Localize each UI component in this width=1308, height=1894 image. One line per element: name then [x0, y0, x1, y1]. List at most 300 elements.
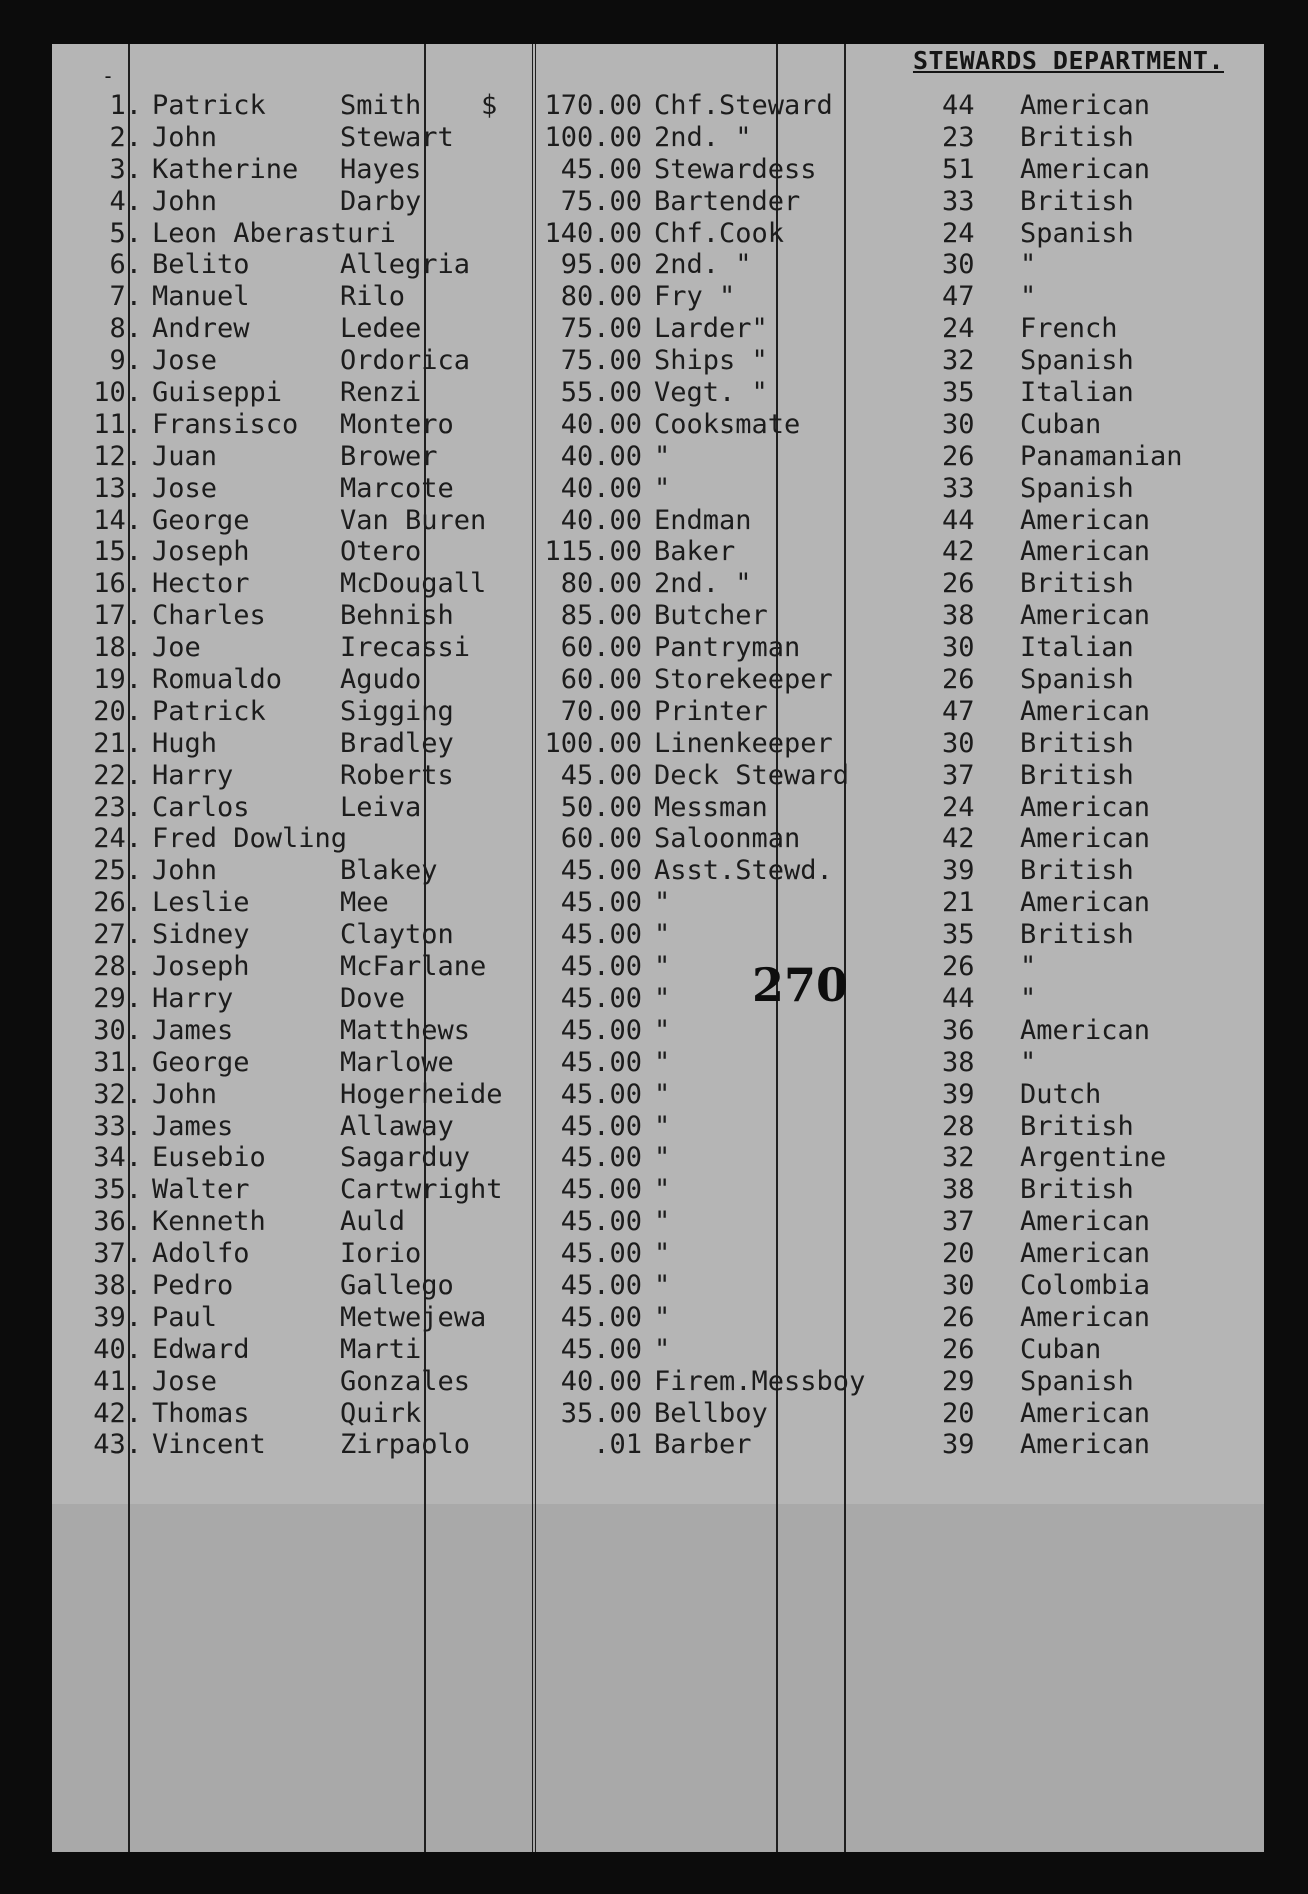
age: 38	[942, 1174, 975, 1206]
nationality: British	[1020, 759, 1134, 791]
monthly-wage: 80.00	[560, 281, 642, 313]
table-row	[52, 1366, 1264, 1398]
age: 38	[942, 600, 975, 632]
table-row	[52, 1334, 1264, 1366]
crew-number: 30.	[93, 1014, 142, 1046]
rating: "	[654, 1333, 671, 1365]
last-name: Rilo	[340, 281, 406, 313]
first-name: Adolfo	[152, 1238, 250, 1270]
monthly-wage: 45.00	[560, 1078, 642, 1110]
table-row	[52, 1015, 1264, 1047]
first-name: Juan	[152, 440, 218, 472]
first-name: Sidney	[152, 919, 250, 951]
monthly-wage: 60.00	[560, 632, 642, 664]
last-name: McDougall	[340, 568, 487, 600]
age: 32	[942, 1142, 975, 1174]
monthly-wage: 115.00	[544, 536, 642, 568]
nationality: Italian	[1020, 377, 1134, 409]
nationality: "	[1020, 1046, 1037, 1078]
age: 38	[942, 1046, 975, 1078]
rating: Stewardess	[654, 153, 817, 185]
rating: Larder"	[654, 313, 768, 345]
age: 39	[942, 1078, 975, 1110]
age: 47	[942, 281, 975, 313]
last-name: Auld	[340, 1206, 406, 1238]
rating: 2nd. "	[654, 249, 752, 281]
nationality: British	[1020, 1174, 1134, 1206]
last-name: Stewart	[340, 121, 454, 153]
last-name: Metwejewa	[340, 1301, 487, 1333]
first-name: Leon Aberasturi	[152, 217, 396, 249]
first-name: George	[152, 1046, 250, 1078]
crew-number: 43.	[93, 1429, 142, 1461]
age: 33	[942, 185, 975, 217]
rating: "	[654, 440, 671, 472]
table-row	[52, 90, 1264, 122]
last-name: Marti	[340, 1333, 422, 1365]
age: 26	[942, 440, 975, 472]
rating: "	[654, 1238, 671, 1270]
nationality: British	[1020, 1110, 1134, 1142]
crew-number: 24.	[93, 823, 142, 855]
first-name: Thomas	[152, 1397, 250, 1429]
rating: "	[654, 1046, 671, 1078]
crew-number: 21.	[93, 727, 142, 759]
monthly-wage: 45.00	[560, 1206, 642, 1238]
monthly-wage: 40.00	[560, 408, 642, 440]
first-name: Fransisco	[152, 408, 299, 440]
age: 26	[942, 568, 975, 600]
monthly-wage: 95.00	[560, 249, 642, 281]
monthly-wage: 100.00	[544, 727, 642, 759]
nationality: British	[1020, 121, 1134, 153]
first-name: Pedro	[152, 1269, 234, 1301]
stamp-number: 270	[752, 958, 849, 1012]
first-name: John	[152, 121, 218, 153]
rating: "	[654, 1269, 671, 1301]
monthly-wage: 70.00	[560, 695, 642, 727]
rating: Linenkeeper	[654, 727, 833, 759]
nationality: American	[1020, 1397, 1151, 1429]
department-title: STEWARDS DEPARTMENT.	[912, 46, 1224, 75]
rating: "	[654, 919, 671, 951]
age: 30	[942, 408, 975, 440]
crew-table	[52, 90, 1264, 1461]
nationality: British	[1020, 568, 1134, 600]
nationality: French	[1020, 313, 1118, 345]
monthly-wage: 45.00	[560, 1014, 642, 1046]
nationality: Argentine	[1020, 1142, 1167, 1174]
crew-number: 2.	[109, 121, 142, 153]
last-name: Iorio	[340, 1238, 422, 1270]
last-name: Leiva	[340, 791, 422, 823]
monthly-wage: 85.00	[560, 600, 642, 632]
first-name: Joseph	[152, 536, 250, 568]
nationality: Cuban	[1020, 1333, 1102, 1365]
age: 47	[942, 695, 975, 727]
rating: "	[654, 1174, 671, 1206]
nationality: "	[1020, 951, 1037, 983]
table-row	[52, 887, 1264, 919]
first-name: Vincent	[152, 1429, 266, 1461]
first-name: Romualdo	[152, 664, 283, 696]
crew-number: 33.	[93, 1110, 142, 1142]
monthly-wage: 40.00	[560, 440, 642, 472]
nationality: British	[1020, 855, 1134, 887]
first-name: Edward	[152, 1333, 250, 1365]
table-row	[52, 568, 1264, 600]
last-name: Smith	[340, 90, 422, 121]
age: 37	[942, 1206, 975, 1238]
age: 21	[942, 887, 975, 919]
rating: Vegt. "	[654, 377, 768, 409]
table-row	[52, 855, 1264, 887]
last-name: Zirpaolo	[340, 1429, 471, 1461]
crew-number: 17.	[93, 600, 142, 632]
monthly-wage: 45.00	[560, 759, 642, 791]
monthly-wage: 60.00	[560, 823, 642, 855]
age: 24	[942, 313, 975, 345]
nationality: "	[1020, 281, 1037, 313]
first-name: John	[152, 855, 218, 887]
crew-number: 15.	[93, 536, 142, 568]
nationality: American	[1020, 823, 1151, 855]
crew-number: 28.	[93, 951, 142, 983]
first-name: Joe	[152, 632, 201, 664]
last-name: Cartwright	[340, 1174, 503, 1206]
last-name: Hogerheide	[340, 1078, 503, 1110]
crew-number: 20.	[93, 695, 142, 727]
first-name: Harry	[152, 759, 234, 791]
age: 39	[942, 1429, 975, 1461]
first-name: George	[152, 504, 250, 536]
age: 26	[942, 1333, 975, 1365]
rating: Ships "	[654, 345, 768, 377]
crew-number: 12.	[93, 440, 142, 472]
table-row	[52, 823, 1264, 855]
table-row	[52, 951, 1264, 983]
table-row	[52, 345, 1264, 377]
table-row	[52, 441, 1264, 473]
crew-number: 29.	[93, 982, 142, 1014]
crew-number: 14.	[93, 504, 142, 536]
rating: Chf.Steward	[654, 90, 833, 121]
crew-number: 36.	[93, 1206, 142, 1238]
nationality: American	[1020, 1206, 1151, 1238]
age: 32	[942, 345, 975, 377]
crew-number: 7.	[109, 281, 142, 313]
table-row	[52, 664, 1264, 696]
table-row	[52, 505, 1264, 537]
crew-list-sheet	[52, 44, 1264, 1852]
table-row	[52, 536, 1264, 568]
age: 26	[942, 664, 975, 696]
monthly-wage: 170.00	[544, 90, 642, 121]
last-name: Allegria	[340, 249, 471, 281]
age: 26	[942, 1301, 975, 1333]
monthly-wage: 100.00	[544, 121, 642, 153]
last-name: Agudo	[340, 664, 422, 696]
age: 23	[942, 121, 975, 153]
monthly-wage: 45.00	[560, 1333, 642, 1365]
nationality: Spanish	[1020, 1365, 1134, 1397]
first-name: Jose	[152, 345, 218, 377]
table-row	[52, 1238, 1264, 1270]
nationality: Colombia	[1020, 1269, 1151, 1301]
nationality: British	[1020, 185, 1134, 217]
last-name: Quirk	[340, 1397, 422, 1429]
first-name: Joseph	[152, 951, 250, 983]
crew-number: 13.	[93, 472, 142, 504]
last-name: Allaway	[340, 1110, 454, 1142]
rating: Pantryman	[654, 632, 801, 664]
nationality: American	[1020, 1429, 1151, 1461]
rating: Bartender	[654, 185, 801, 217]
first-name: Harry	[152, 982, 234, 1014]
rating: "	[654, 951, 671, 983]
rating: "	[654, 1301, 671, 1333]
table-row	[52, 186, 1264, 218]
crew-number: 38.	[93, 1269, 142, 1301]
rating: Barber	[654, 1429, 752, 1461]
last-name: Renzi	[340, 377, 422, 409]
crew-number: 4.	[109, 185, 142, 217]
monthly-wage: 45.00	[560, 887, 642, 919]
crew-number: 9.	[109, 345, 142, 377]
rating: Fry "	[654, 281, 736, 313]
first-name: Patrick	[152, 90, 266, 121]
age: 37	[942, 759, 975, 791]
age: 30	[942, 727, 975, 759]
nationality: American	[1020, 887, 1151, 919]
first-name: Fred Dowling	[152, 823, 348, 855]
last-name: Matthews	[340, 1014, 471, 1046]
age: 29	[942, 1365, 975, 1397]
first-name: John	[152, 185, 218, 217]
monthly-wage: 45.00	[560, 1142, 642, 1174]
monthly-wage: 75.00	[560, 345, 642, 377]
monthly-wage: .01	[593, 1429, 642, 1461]
last-name: Dove	[340, 982, 406, 1014]
age: 30	[942, 632, 975, 664]
last-name: Blakey	[340, 855, 438, 887]
monthly-wage: 45.00	[560, 919, 642, 951]
first-name: Jose	[152, 472, 218, 504]
last-name: Clayton	[340, 919, 454, 951]
monthly-wage: 75.00	[560, 313, 642, 345]
crew-number: 32.	[93, 1078, 142, 1110]
age: 30	[942, 1269, 975, 1301]
age: 51	[942, 153, 975, 185]
rating: "	[654, 1014, 671, 1046]
first-name: Paul	[152, 1301, 218, 1333]
age: 24	[942, 217, 975, 249]
table-row	[52, 728, 1264, 760]
age: 33	[942, 472, 975, 504]
last-name: Roberts	[340, 759, 454, 791]
last-name: Sagarduy	[340, 1142, 471, 1174]
rating: "	[654, 1078, 671, 1110]
age: 44	[942, 90, 975, 121]
monthly-wage: 55.00	[560, 377, 642, 409]
crew-number: 39.	[93, 1301, 142, 1333]
monthly-wage: 45.00	[560, 1046, 642, 1078]
nationality: Dutch	[1020, 1078, 1102, 1110]
nationality: Spanish	[1020, 664, 1134, 696]
last-name: Darby	[340, 185, 422, 217]
last-name: Marcote	[340, 472, 454, 504]
crew-number: 27.	[93, 919, 142, 951]
nationality: American	[1020, 791, 1151, 823]
last-name: Irecassi	[340, 632, 471, 664]
table-row	[52, 218, 1264, 250]
currency-symbol: $	[481, 90, 498, 121]
monthly-wage: 45.00	[560, 153, 642, 185]
first-name: Hugh	[152, 727, 218, 759]
table-row	[52, 1047, 1264, 1079]
nationality: Spanish	[1020, 217, 1134, 249]
age: 36	[942, 1014, 975, 1046]
age: 30	[942, 249, 975, 281]
table-row	[52, 377, 1264, 409]
nationality: "	[1020, 982, 1037, 1014]
monthly-wage: 60.00	[560, 664, 642, 696]
nationality: American	[1020, 153, 1151, 185]
age: 26	[942, 951, 975, 983]
rating: Printer	[654, 695, 768, 727]
table-row	[52, 1429, 1264, 1461]
age: 42	[942, 823, 975, 855]
crew-number: 10.	[93, 377, 142, 409]
table-row	[52, 249, 1264, 281]
crew-number: 6.	[109, 249, 142, 281]
table-row	[52, 1079, 1264, 1111]
rating: "	[654, 1110, 671, 1142]
age: 20	[942, 1397, 975, 1429]
first-name: Walter	[152, 1174, 250, 1206]
nationality: Italian	[1020, 632, 1134, 664]
table-row	[52, 760, 1264, 792]
nationality: American	[1020, 1301, 1151, 1333]
table-row	[52, 473, 1264, 505]
nationality: American	[1020, 536, 1151, 568]
last-name: Otero	[340, 536, 422, 568]
nationality: American	[1020, 600, 1151, 632]
last-name: McFarlane	[340, 951, 487, 983]
last-name: Mee	[340, 887, 389, 919]
monthly-wage: 80.00	[560, 568, 642, 600]
table-row	[52, 919, 1264, 951]
rating: Butcher	[654, 600, 768, 632]
nationality: Panamanian	[1020, 440, 1183, 472]
age: 24	[942, 791, 975, 823]
monthly-wage: 40.00	[560, 472, 642, 504]
nationality: British	[1020, 727, 1134, 759]
rating: "	[654, 1206, 671, 1238]
crew-number: 41.	[93, 1365, 142, 1397]
table-row	[52, 696, 1264, 728]
last-name: Van Buren	[340, 504, 487, 536]
table-row	[52, 313, 1264, 345]
rating: 2nd. "	[654, 568, 752, 600]
table-row	[52, 792, 1264, 824]
monthly-wage: 35.00	[560, 1397, 642, 1429]
crew-number: 23.	[93, 791, 142, 823]
nationality: American	[1020, 90, 1151, 121]
first-name: Manuel	[152, 281, 250, 313]
monthly-wage: 45.00	[560, 1110, 642, 1142]
crew-number: 31.	[93, 1046, 142, 1078]
first-name: Hector	[152, 568, 250, 600]
monthly-wage: 40.00	[560, 1365, 642, 1397]
age: 28	[942, 1110, 975, 1142]
first-name: Eusebio	[152, 1142, 266, 1174]
monthly-wage: 75.00	[560, 185, 642, 217]
last-name: Gallego	[340, 1269, 454, 1301]
rating: "	[654, 982, 671, 1014]
last-name: Brower	[340, 440, 438, 472]
crew-number: 19.	[93, 664, 142, 696]
table-row	[52, 409, 1264, 441]
table-row	[52, 600, 1264, 632]
crew-number: 5.	[109, 217, 142, 249]
crew-number: 18.	[93, 632, 142, 664]
nationality: Cuban	[1020, 408, 1102, 440]
nationality: Spanish	[1020, 472, 1134, 504]
nationality: Spanish	[1020, 345, 1134, 377]
nationality: British	[1020, 919, 1134, 951]
crew-number: 40.	[93, 1333, 142, 1365]
age: 44	[942, 504, 975, 536]
table-row	[52, 154, 1264, 186]
first-name: James	[152, 1110, 234, 1142]
age: 44	[942, 982, 975, 1014]
table-row	[52, 983, 1264, 1015]
rating: 2nd. "	[654, 121, 752, 153]
last-name: Montero	[340, 408, 454, 440]
crew-number: 37.	[93, 1238, 142, 1270]
nationality: American	[1020, 695, 1151, 727]
age: 35	[942, 919, 975, 951]
crew-number: 11.	[93, 408, 142, 440]
crew-number: 34.	[93, 1142, 142, 1174]
first-name: Belito	[152, 249, 250, 281]
last-name: Ordorica	[340, 345, 471, 377]
rating: "	[654, 472, 671, 504]
age: 35	[942, 377, 975, 409]
monthly-wage: 45.00	[560, 951, 642, 983]
rating: Storekeeper	[654, 664, 833, 696]
first-name: John	[152, 1078, 218, 1110]
monthly-wage: 45.00	[560, 1174, 642, 1206]
last-name: Bradley	[340, 727, 454, 759]
monthly-wage: 45.00	[560, 1301, 642, 1333]
last-name: Gonzales	[340, 1365, 471, 1397]
rating: Chf.Cook	[654, 217, 785, 249]
table-row	[52, 281, 1264, 313]
last-name: Hayes	[340, 153, 422, 185]
crew-number: 22.	[93, 759, 142, 791]
first-name: Katherine	[152, 153, 299, 185]
table-row	[52, 1142, 1264, 1174]
table-row	[52, 632, 1264, 664]
rating: Firem.Messboy	[654, 1365, 866, 1397]
monthly-wage: 40.00	[560, 504, 642, 536]
age: 39	[942, 855, 975, 887]
rating: Asst.Stewd.	[654, 855, 833, 887]
rating: Messman	[654, 791, 768, 823]
crew-number: 42.	[93, 1397, 142, 1429]
